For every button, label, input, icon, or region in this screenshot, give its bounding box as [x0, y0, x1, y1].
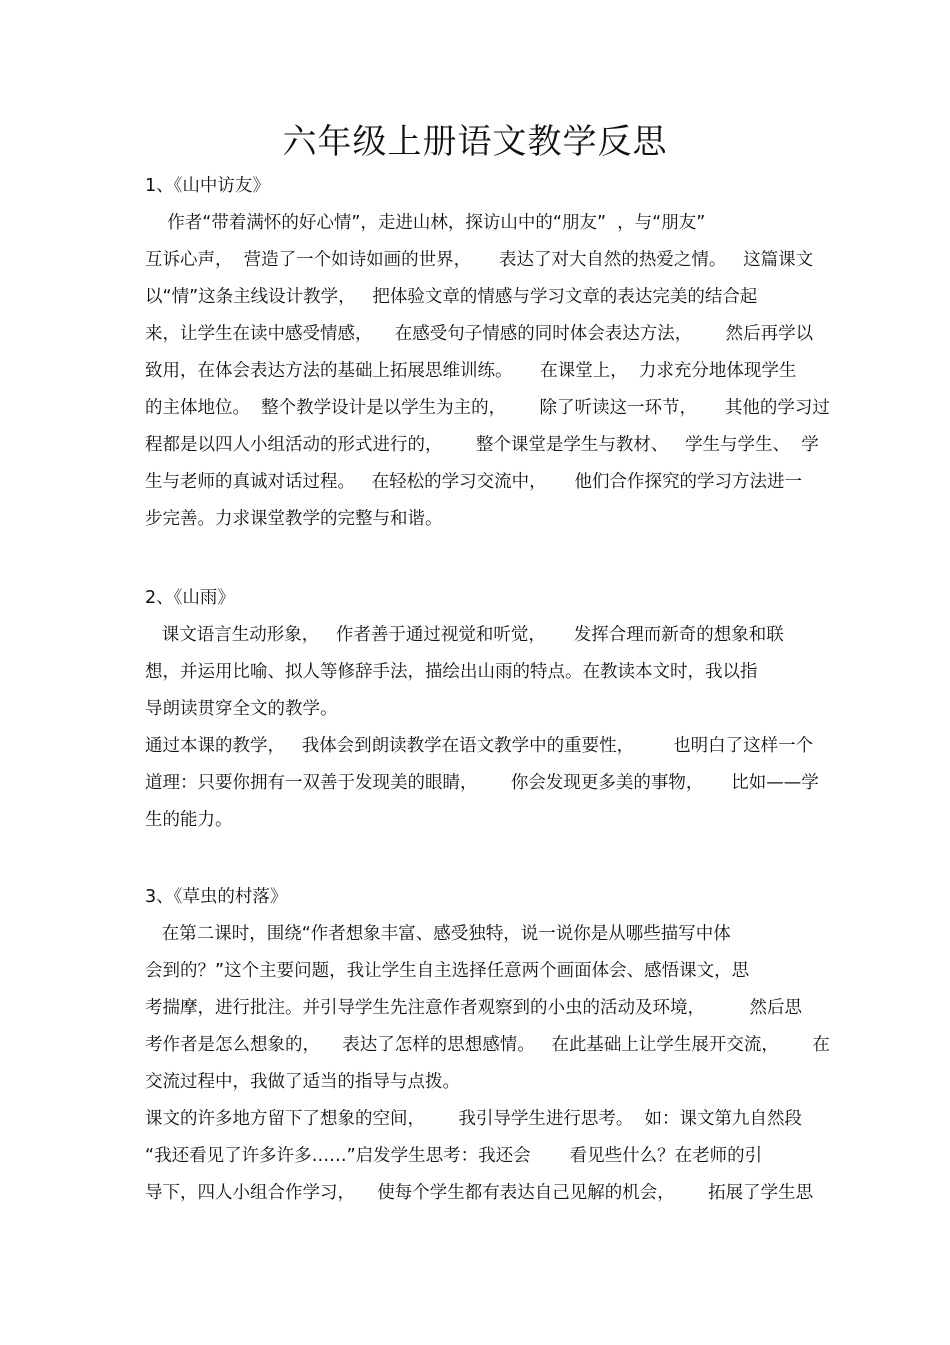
paragraph-line: 课文语言生动形象， 作者善于通过视觉和听觉， 发挥合理而新奇的想象和联 — [145, 625, 784, 645]
paragraph-line: 程都是以四人小组活动的形式进行的， 整个课堂是学生与教材、 学生与学生、 学 — [145, 435, 819, 455]
section-heading: 1、《山中访友》 — [145, 176, 270, 196]
paragraph-line: 课文的许多地方留下了想象的空间， 我引导学生进行思考。 如：课文第九自然段 — [145, 1109, 802, 1129]
paragraph-line: 作者“带着满怀的好心情”，走进山林，探访山中的“朋友” ，与“朋友” — [145, 213, 706, 233]
paragraph-line: 道理：只要你拥有一双善于发现美的眼睛， 你会发现更多美的事物， 比如——学 — [145, 773, 819, 793]
paragraph-line: 交流过程中，我做了适当的指导与点拨。 — [145, 1072, 460, 1092]
paragraph-line: 考作者是怎么想象的， 表达了怎样的思想感情。 在此基础上让学生展开交流， 在 — [145, 1035, 830, 1055]
section-heading: 2、《山雨》 — [145, 588, 235, 608]
paragraph-line: 导下，四人小组合作学习， 使每个学生都有表达自己见解的机会， 拓展了学生思 — [145, 1183, 814, 1203]
paragraph-line: 互诉心声， 营造了一个如诗如画的世界， 表达了对大自然的热爱之情。 这篇课文 — [145, 250, 814, 270]
section-heading: 3、《草虫的村落》 — [145, 887, 288, 907]
paragraph-line: 步完善。力求课堂教学的完整与和谐。 — [145, 509, 443, 529]
paragraph-line: 在第二课时，围绕“作者想象丰富、感受独特，说一说你是从哪些描写中体 — [145, 924, 731, 944]
paragraph-line: 致用，在体会表达方法的基础上拓展思维训练。 在课堂上， 力求充分地体现学生 — [145, 361, 797, 381]
paragraph-line: 会到的？”这个主要问题，我让学生自主选择任意两个画面体会、感悟课文，思 — [145, 961, 750, 981]
document-title: 六年级上册语文教学反思 — [282, 122, 668, 162]
paragraph-line: 来，让学生在读中感受情感， 在感受句子情感的同时体会表达方法， 然后再学以 — [145, 324, 814, 344]
paragraph-line: 以“情”这条主线设计教学， 把体验文章的情感与学习文章的表达完美的结合起 — [145, 287, 758, 307]
paragraph-line: “我还看见了许多许多……”启发学生思考：我还会 看见些什么？在老师的引 — [145, 1146, 763, 1166]
paragraph-line: 想，并运用比喻、拟人等修辞手法，描绘出山雨的特点。在教读本文时，我以指 — [145, 662, 758, 682]
paragraph-line: 的主体地位。 整个教学设计是以学生为主的， 除了听读这一环节， 其他的学习过 — [145, 398, 830, 418]
paragraph-line: 生的能力。 — [145, 810, 233, 830]
paragraph-line: 导朗读贯穿全文的教学。 — [145, 699, 338, 719]
paragraph-line: 通过本课的教学， 我体会到朗读教学在语文教学中的重要性， 也明白了这样一个 — [145, 736, 814, 756]
paragraph-line: 生与老师的真诚对话过程。 在轻松的学习交流中， 他们合作探究的学习方法进一 — [145, 472, 802, 492]
paragraph-line: 考揣摩，进行批注。并引导学生先注意作者观察到的小虫的活动及环境， 然后思 — [145, 998, 802, 1018]
